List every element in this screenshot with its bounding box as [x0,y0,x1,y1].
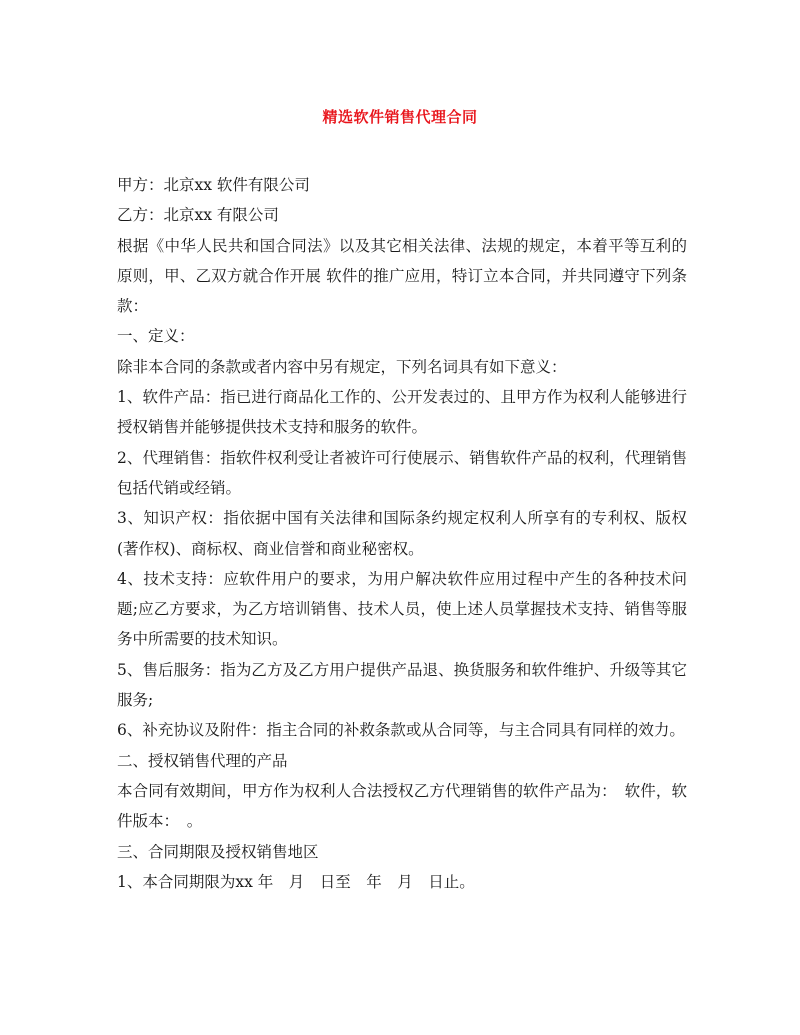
document-body [117,170,687,897]
preamble-paragraph: 根据《中华人民共和国合同法》以及其它相关法律、法规的规定，本着平等互利的原则，甲、乙双方就合作开展 软件的推广应用，特订立本合同，并共同遵守下列条款： [117,236,687,316]
party-b-line: 乙方：北京xx 有限公司 [117,206,279,225]
definition-item: 5、售后服务：指为乙方及乙方用户提供产品退、换货服务和软件维护、升级等其它服务; [117,660,687,710]
section-heading-term-region: 三、合同期限及授权销售地区 [117,842,319,861]
definition-item: 1、软件产品：指已进行商品化工作的、公开发表过的、且甲方作为权利人能够进行授权销售并能够提供技术支持和服务的软件。 [117,388,687,437]
definition-item: 4、技术支持：应软件用户的要求，为用户解决软件应用过程中产生的各种技术问题;应乙方要求，为乙方培训销售、技术人员，使上述人员掌握技术支持、销售等服务中所需要的技术知识。 [117,569,687,649]
section-heading-definitions: 一、定义： [117,327,195,346]
products-paragraph: 本合同有效期间，甲方作为权利人合法授权乙方代理销售的软件产品为： 软件，软件版本： 。 [117,781,687,831]
document-title: 精选软件销售代理合同 [322,108,478,126]
definition-item: 3、知识产权：指依据中国有关法律和国际条约规定权利人所享有的专利权、版权(著作权)、商标权、商业信誉和商业秘密权。 [117,509,687,558]
party-a-line: 甲方：北京xx 软件有限公司 [117,176,310,194]
section-heading-products: 二、授权销售代理的产品 [117,751,288,770]
definition-item: 6、补充协议及附件：指主合同的补救条款或从合同等，与主合同具有同样的效力。 [117,721,685,740]
term-paragraph: 1、本合同期限为xx 年 月 日至 年 月 日止。 [117,872,475,891]
definition-item: 2、代理销售：指软件权利受让者被许可行使展示、销售软件产品的权利，代理销售包括代销或经销。 [117,448,687,497]
definitions-intro: 除非本合同的条款或者内容中另有规定，下列名词具有如下意义： [117,357,567,376]
